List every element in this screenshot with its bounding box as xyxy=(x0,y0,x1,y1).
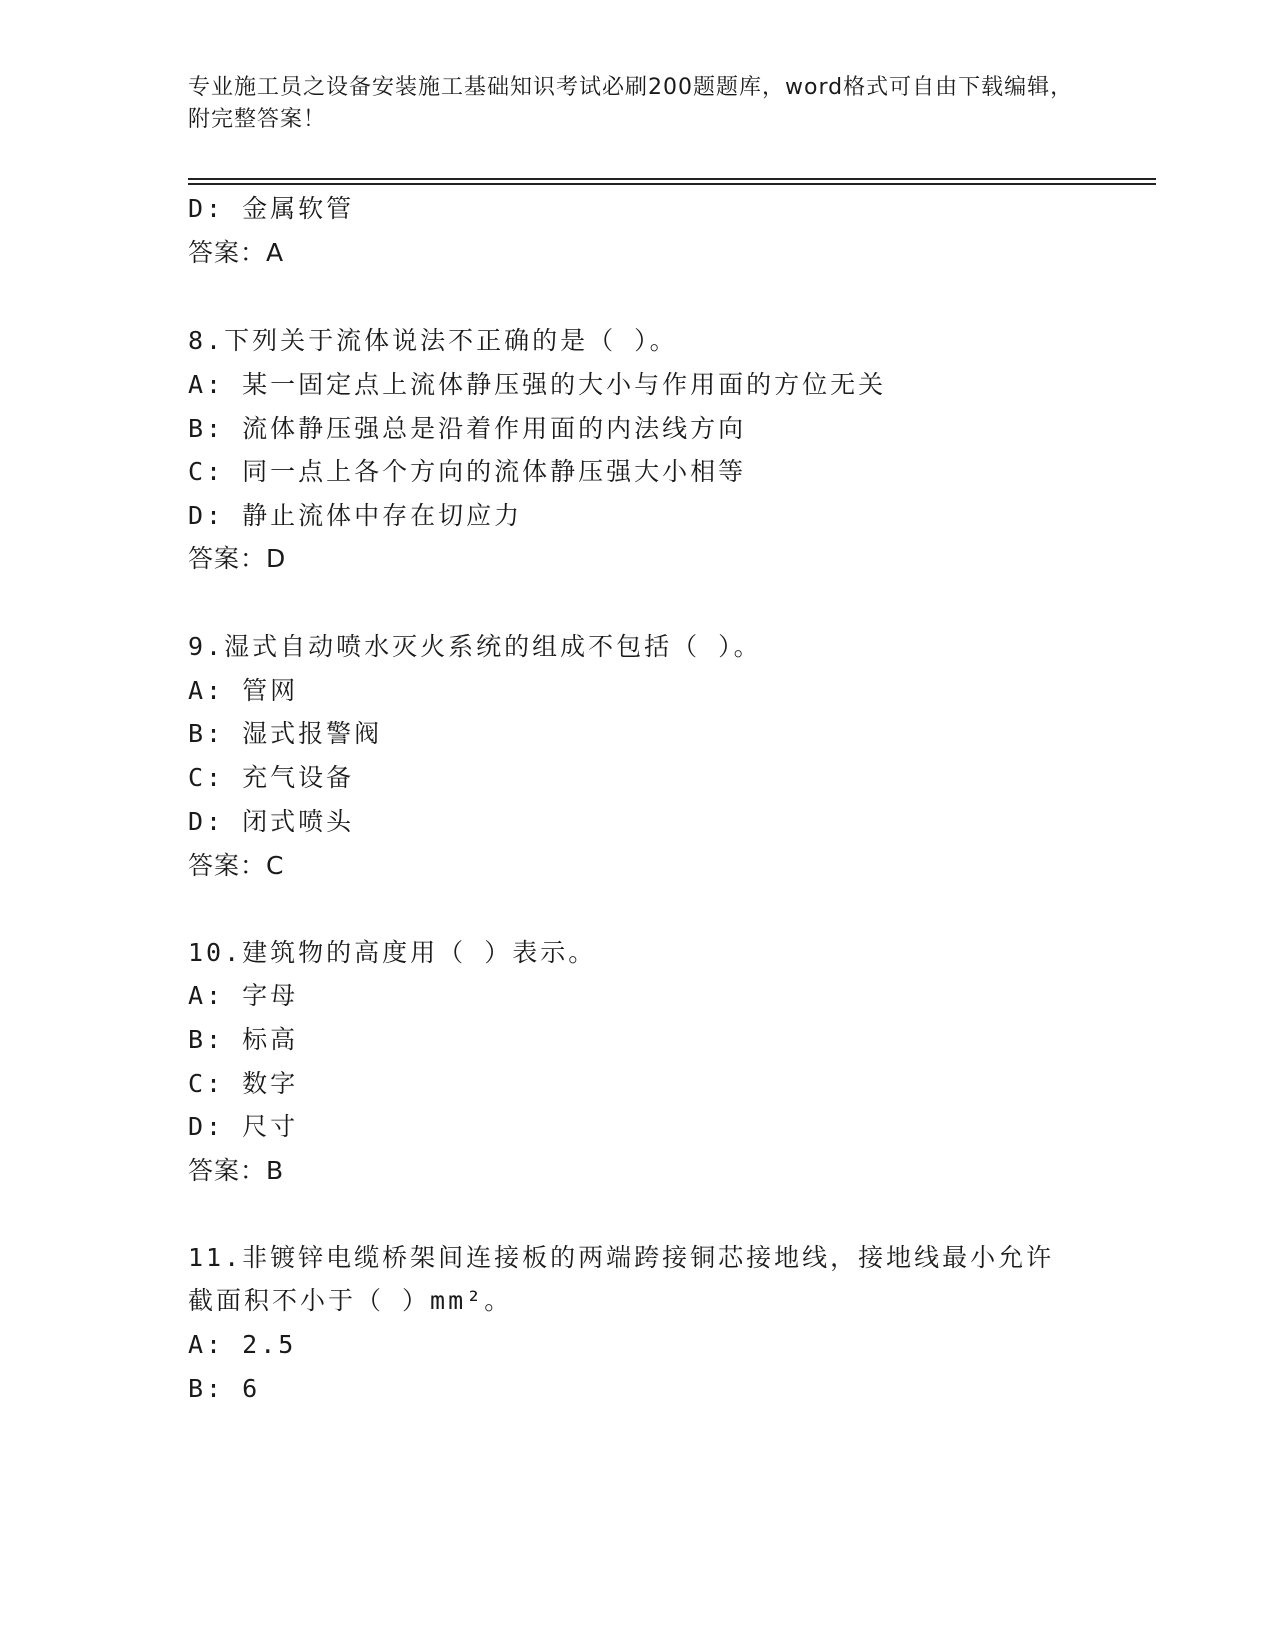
question-8-option-c: C: 同一点上各个方向的流体静压强大小相等 xyxy=(188,457,747,486)
question-10-answer: 答案：B xyxy=(188,1156,285,1185)
question-9-option-b: B: 湿式报警阀 xyxy=(188,719,383,748)
question-8-option-a: A: 某一固定点上流体静压强的大小与作用面的方位无关 xyxy=(188,370,887,399)
document-header: 专业施工员之设备安装施工基础知识考试必刷200题题库，word格式可自由下载编辑，附完整答案！ xyxy=(188,75,1074,132)
header-divider-top xyxy=(188,178,1156,180)
question-9: 9.湿式自动喷水灭火系统的组成不包括（ ）。 xyxy=(188,632,762,661)
question-9-option-c: C: 充气设备 xyxy=(188,763,355,792)
option-d: D: 金属软管 xyxy=(188,194,355,223)
question-9-option-d: D: 闭式喷头 xyxy=(188,807,355,836)
question-11-line-1: 11.非镀锌电缆桥架间连接板的两端跨接铜芯接地线，接地线最小允许 xyxy=(188,1243,1055,1272)
question-9-answer: 答案：C xyxy=(188,851,285,880)
question-11-line-2: 截面积不小于（ ）mm²。 xyxy=(188,1286,513,1315)
question-10-option-a: A: 字母 xyxy=(188,981,299,1010)
question-10-option-d: D: 尺寸 xyxy=(188,1112,299,1141)
question-10-option-c: C: 数字 xyxy=(188,1069,299,1098)
question-10-option-b: B: 标高 xyxy=(188,1025,299,1054)
question-10: 10.建筑物的高度用（ ）表示。 xyxy=(188,938,597,967)
question-11-option-a: A: 2.5 xyxy=(188,1330,297,1359)
header-divider-bottom xyxy=(188,183,1156,185)
answer-label: 答案：A xyxy=(188,238,285,267)
question-8: 8.下列关于流体说法不正确的是（ ）。 xyxy=(188,326,678,355)
question-11-option-b: B: 6 xyxy=(188,1374,261,1403)
question-9-option-a: A: 管网 xyxy=(188,676,299,705)
question-8-option-b: B: 流体静压强总是沿着作用面的内法线方向 xyxy=(188,414,747,443)
question-8-answer: 答案：D xyxy=(188,544,287,573)
question-8-option-d: D: 静止流体中存在切应力 xyxy=(188,501,523,530)
